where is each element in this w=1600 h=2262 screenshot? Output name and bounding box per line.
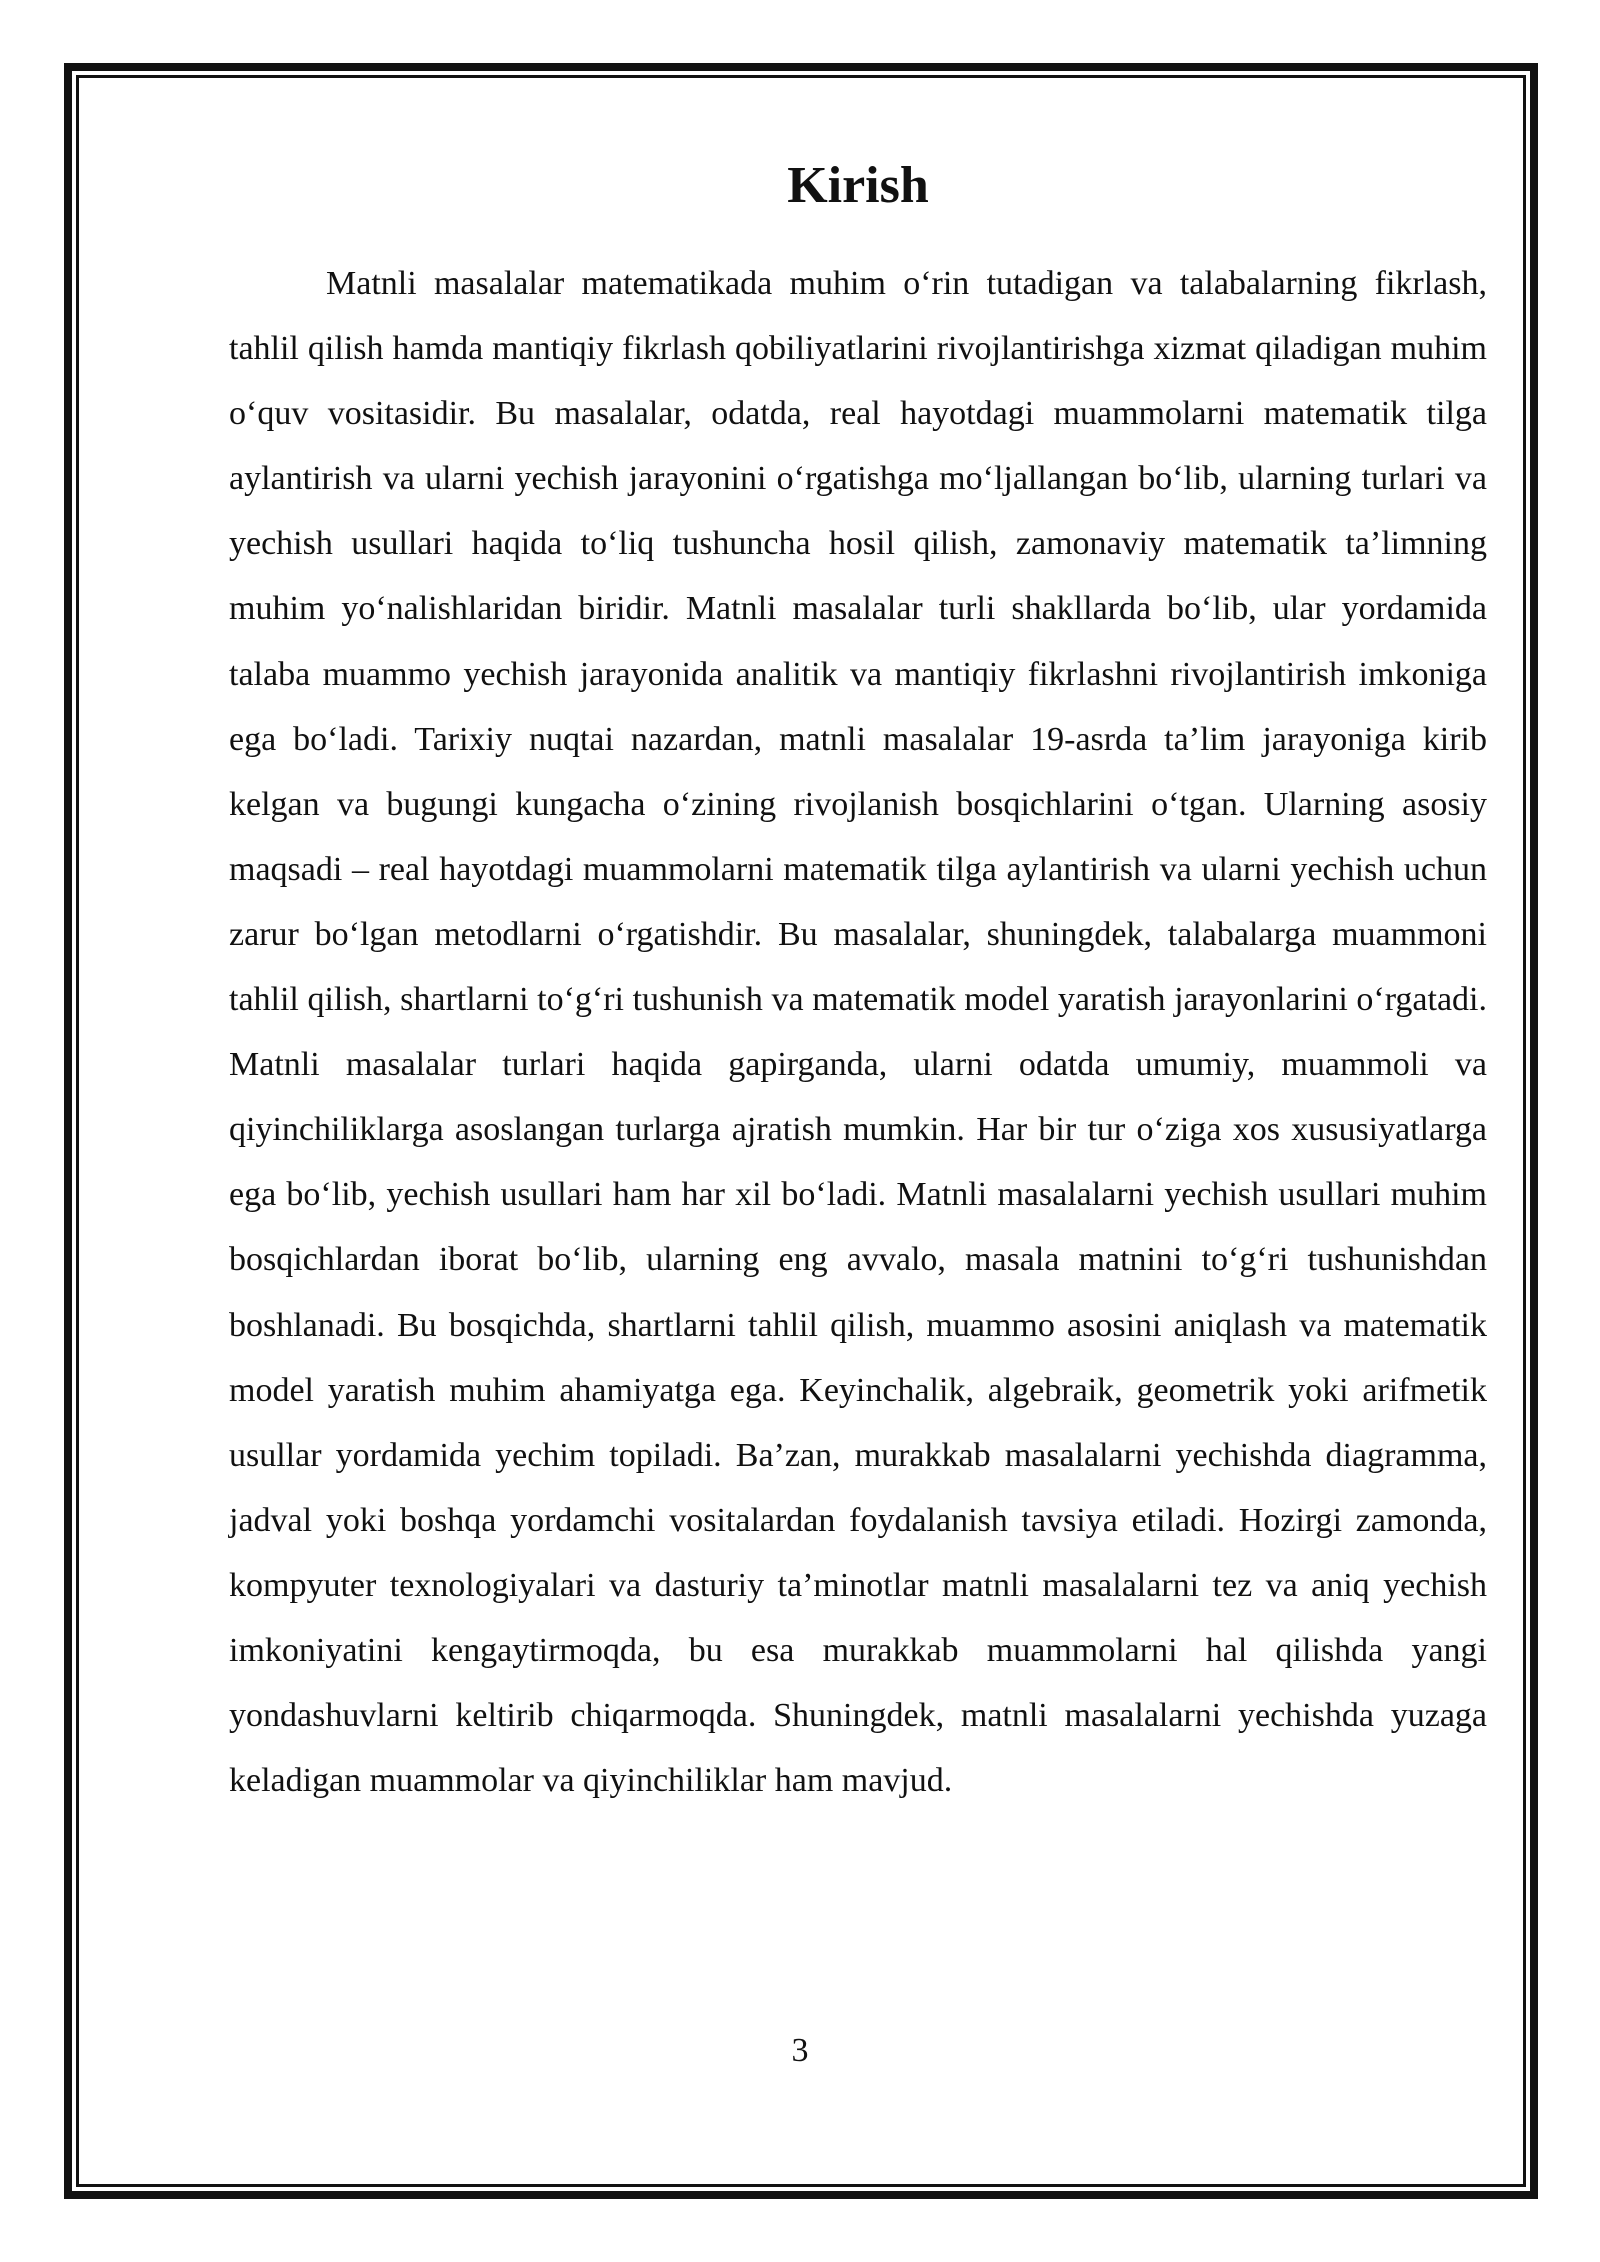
page-title: Kirish [787,157,929,214]
page-content [229,140,1487,1800]
body-paragraph: Matnli masalalar matematikada muhim o‘rin tutadigan va talabalarning fikrlash, tahlil qilish hamda mantiqiy fikrlash qobiliyatlarini rivojlantirishga xizmat qiladigan muhim o‘quv vositasidir. Bu masalalar, odatda, real hayotdagi muammolarni matematik tilga aylantirish va ularni yechish jarayonini o‘rgatishga mo‘ljallangan bo‘lib, ularning turlari va yechish usullari haqida to‘liq tushuncha hosil qilish, zamonaviy matematik ta’limning muhim yo‘nalishlaridan biridir. Matnli masalalar turli shakllarda bo‘lib, ular yordamida talaba muammo yechish jarayonida analitik va mantiqiy fikrlashni rivojlantirish imkoniga ega bo‘ladi. Tarixiy nuqtai nazardan, matnli masalalar 19-asrda ta’lim jarayoniga kirib kelgan va bugungi kungacha o‘zining rivojlanish bosqichlarini o‘tgan. Ularning asosiy maqsadi – real hayotdagi muammolarni matematik tilga aylantirish va ularni yechish uchun zarur bo‘lgan metodlarni o‘rgatishdir. Bu masalalar, shuningdek, talabalarga muammoni tahlil qilish, shartlarni to‘g‘ri tushunish va matematik model yaratish jarayonlarini o‘rgatadi. Matnli masalalar turlari haqida gapirganda, ularni odatda umumiy, muammoli va qiyinchiliklarga asoslangan turlarga ajratish mumkin. Har bir tur o‘ziga xos xususiyatlarga ega bo‘lib, yechish usullari ham har xil bo‘ladi. Matnli masalalarni yechish usullari muhim bosqichlardan iborat bo‘lib, ularning eng avvalo, masala matnini to‘g‘ri tushunishdan boshlanadi. Bu bosqichda, shartlarni tahlil qilish, muammo asosini aniqlash va matematik model yaratish muhim ahamiyatga ega. Keyinchalik, algebraik, geometrik yoki arifmetik usullar yordamida yechim topiladi. Ba’zan, murakkab masalalarni yechishda diagramma, jadval yoki boshqa yordamchi vositalardan foydalanish tavsiya etiladi. Hozirgi zamonda, kompyuter texnologiyalari va dasturiy ta’minotlar matnli masalalarni tez va aniq yechish imkoniyatini kengaytirmoqda, bu esa murakkab muammolarni hal qilishda yangi yondashuvlarni keltirib chiqarmoqda. Shuningdek, matnli masalalarni yechishda yuzaga keladigan muammolar va qiyinchiliklar ham mavjud. [229,265,1487,1800]
page-number: 3 [791,2032,809,2069]
